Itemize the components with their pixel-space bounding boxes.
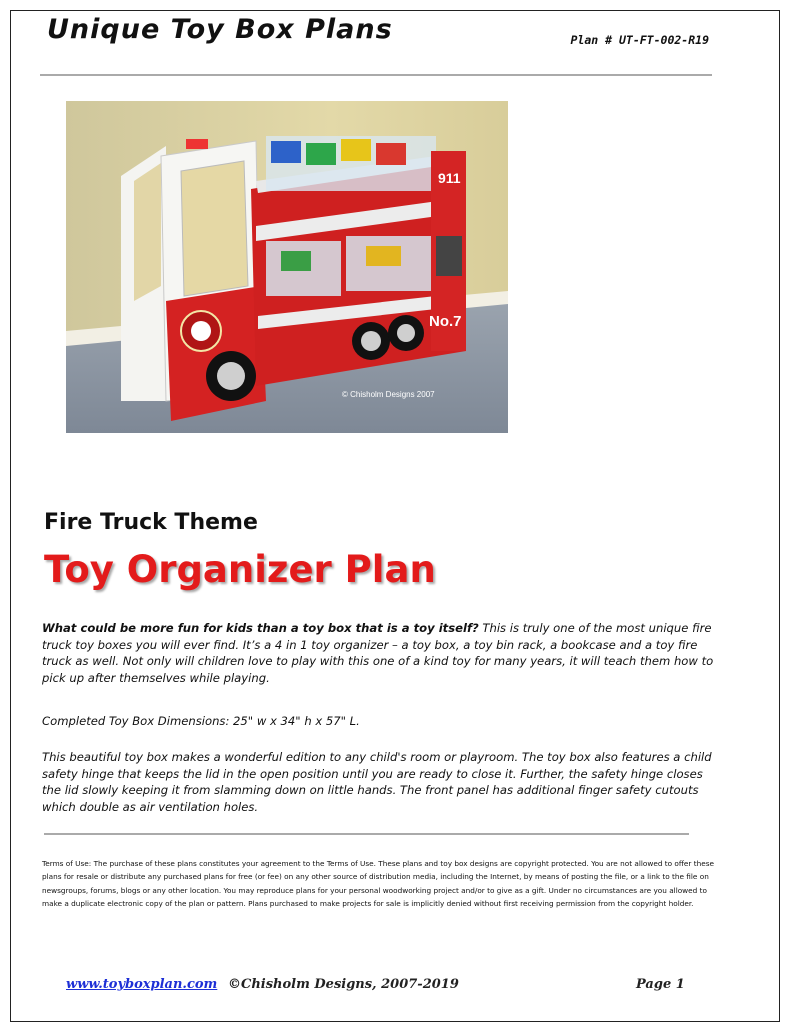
dimensions-paragraph: Completed Toy Box Dimensions: 25" w x 34" h x 57" L. (42, 714, 360, 728)
document-header-title: Unique Toy Box Plans (47, 14, 393, 45)
intro-paragraph (42, 620, 714, 686)
plan-number: Plan # UT-FT-002-R19 (570, 33, 709, 47)
header-divider (40, 74, 712, 76)
terms-of-use: Terms of Use: The purchase of these plans constitutes your agreement to the Terms of Use. These plans and toy box designs are copyright protected. You are not allowed to offer these plans for resale or distribute any purchased plans for free (or fee) on any other source of distribution media, including the Internet, by means of posting the file, or a link to the file on newsgroups, forums, blogs or any other location. You may reproduce plans for your personal woodworking project and/or to give as a gift. Under no circumstances are you allowed to make a duplicate electronic copy of the plan or pattern. Plans purchased to make projects for sale is implicitly denied without first receiving permission from the copyright holder. (42, 859, 714, 909)
plan-title: Toy Organizer Plan (44, 548, 436, 591)
truck-number-text: 911 (438, 170, 461, 186)
truck-label-text: No.7 (429, 313, 462, 330)
photo-credit: © Chisholm Designs 2007 (342, 390, 435, 399)
intro-rest: This is truly one of the most unique fire truck toy boxes you will ever find. It’s a 4 in 1 toy organizer – a toy box, a toy bin rack, a bookcase and a toy fire truck as well. Not only will children love to play with this one of a kind toy for many years, it will teach them how to pick up after themselves while playing. (42, 621, 714, 685)
features-paragraph: This beautiful toy box makes a wonderful edition to any child's room or playroom. The toy box also features a child safety hinge that keeps the lid in the open position until you are ready to close it. Further, the safety hinge closes the lid slowly keeping it from slamming down on little hands. The front panel has additional finger safety cutouts which double as air ventilation holes. (42, 750, 712, 814)
body-divider (44, 833, 689, 835)
footer-copyright: ©Chisholm Designs, 2007-2019 (228, 977, 459, 992)
page-number: Page 1 (636, 977, 685, 992)
website-link[interactable]: www.toyboxplan.com (66, 977, 218, 992)
intro-lead: What could be more fun for kids than a toy box that is a toy itself? (42, 621, 479, 635)
fire-truck-toy-box-photo (66, 101, 508, 433)
theme-heading: Fire Truck Theme (44, 510, 258, 535)
